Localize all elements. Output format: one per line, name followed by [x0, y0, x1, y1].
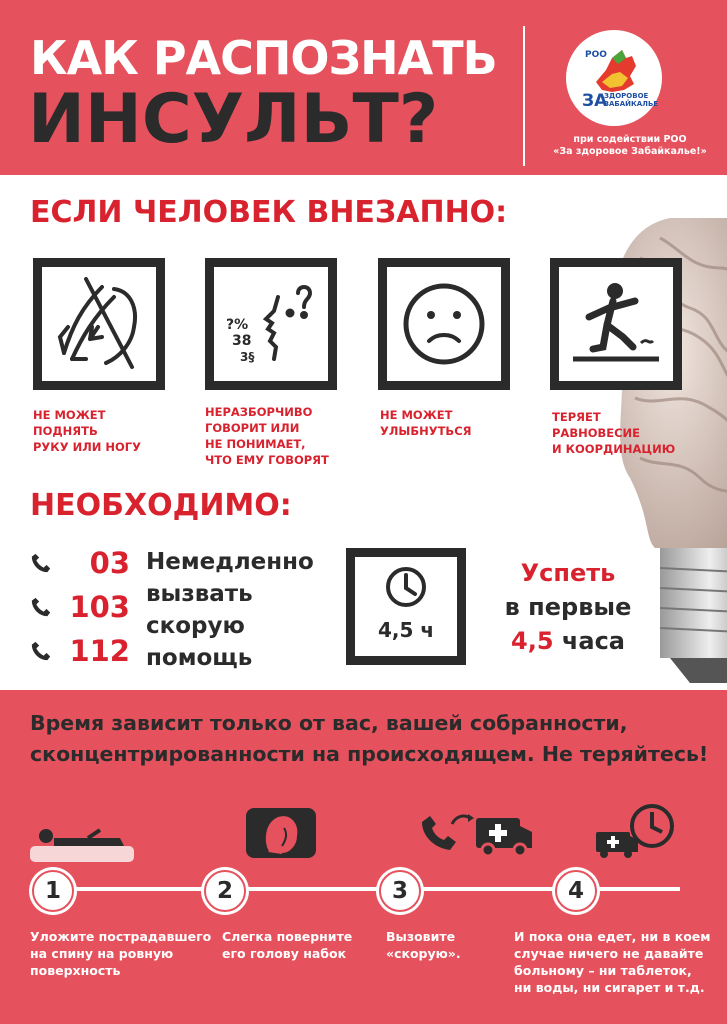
symptom-card-1	[33, 258, 165, 390]
time-unit: часа	[561, 627, 625, 655]
step-4-text: И пока она едет, ни в коем случае ничего не давайте больному – ни таблеток, ни воды, ни сигарет и т.д.	[514, 929, 711, 995]
symptoms-heading: ЕСЛИ ЧЕЛОВЕК ВНЕЗАПНО:	[30, 195, 508, 230]
phone-number: 103	[69, 590, 130, 624]
symptom-label-2: НЕРАЗБОРЧИВО ГОВОРИТ ИЛИ НЕ ПОНИМАЕТ, ЧТО ЕМУ ГОВОРЯТ	[205, 405, 329, 467]
time-window-text	[473, 556, 663, 658]
sad-face-icon	[387, 267, 501, 381]
header-divider	[523, 26, 525, 166]
clock-icon	[355, 557, 457, 617]
necessary-heading: НЕОБХОДИМО:	[30, 488, 292, 523]
step-4-number: 4	[555, 870, 597, 912]
title-line-2: ИНСУЛЬТ?	[28, 80, 439, 159]
region-map-icon	[566, 30, 662, 126]
support-text: при содействии РОО «За здоровое Забайкалье!»	[553, 134, 707, 157]
step-2-text: Слегка поверните его голову набок	[222, 929, 353, 961]
head-turn-icon	[244, 806, 318, 860]
symptom-card-2	[205, 258, 337, 390]
svg-text:?%: ?%	[226, 317, 249, 333]
phone-number: 112	[69, 634, 130, 668]
logo	[566, 30, 662, 126]
arm-icon	[42, 267, 156, 381]
phone-icon	[30, 640, 52, 662]
phone-icon	[30, 596, 52, 618]
phone-row-112	[30, 634, 130, 668]
ambulance-clock-icon	[592, 802, 680, 862]
call-ambulance-icon	[416, 808, 536, 862]
phone-row-03	[30, 546, 130, 580]
svg-text:38: 38	[232, 333, 252, 349]
falling-person-icon	[559, 267, 673, 381]
step-3-text: Вызовите «скорую».	[386, 929, 461, 961]
step-1-text: Уложите пострадавшего на спину на ровную поверхность	[30, 929, 212, 978]
title-line-1: КАК РАСПОЗНАТЬ	[30, 31, 497, 85]
step-1-number: 1	[32, 870, 74, 912]
symptom-label-1: НЕ МОЖЕТ ПОДНЯТЬ РУКУ ИЛИ НОГУ	[33, 408, 141, 454]
time-line-1: Успеть	[520, 559, 616, 587]
logo-abbr: РОО	[585, 50, 607, 60]
symptom-card-4	[550, 258, 682, 390]
symptom-card-3	[378, 258, 510, 390]
phone-number: 03	[89, 546, 130, 580]
footer-message: Время зависит только от вас, вашей собранности, сконцентрированности на происходящем. Не теряйтесь!	[30, 711, 709, 766]
phone-row-103	[30, 590, 130, 624]
lying-person-icon	[28, 820, 138, 866]
step-3-number: 3	[379, 870, 421, 912]
clock-label: 4,5 ч	[377, 618, 435, 642]
time-number: 4,5	[511, 627, 554, 655]
symptom-label-4: ТЕРЯЕТ РАВНОВЕСИЕ И КООРДИНАЦИЮ	[552, 410, 676, 456]
logo-zdorovoe: ЗДОРОВОЕ ЗАБАЙКАЛЬЕ	[604, 92, 659, 108]
clock-box	[346, 548, 466, 665]
phone-icon	[30, 552, 52, 574]
step-2-number: 2	[204, 870, 246, 912]
call-ambulance-text: Немедленно вызвать скорую помощь	[146, 549, 314, 671]
symptom-label-3: НЕ МОЖЕТ УЛЫБНУТЬСЯ	[380, 408, 472, 438]
time-line-3	[473, 624, 663, 658]
time-line-2: в первые	[504, 593, 632, 621]
svg-text:3§: 3§	[240, 350, 255, 364]
speech-icon	[214, 267, 328, 381]
logo-za: ЗА	[582, 91, 608, 111]
